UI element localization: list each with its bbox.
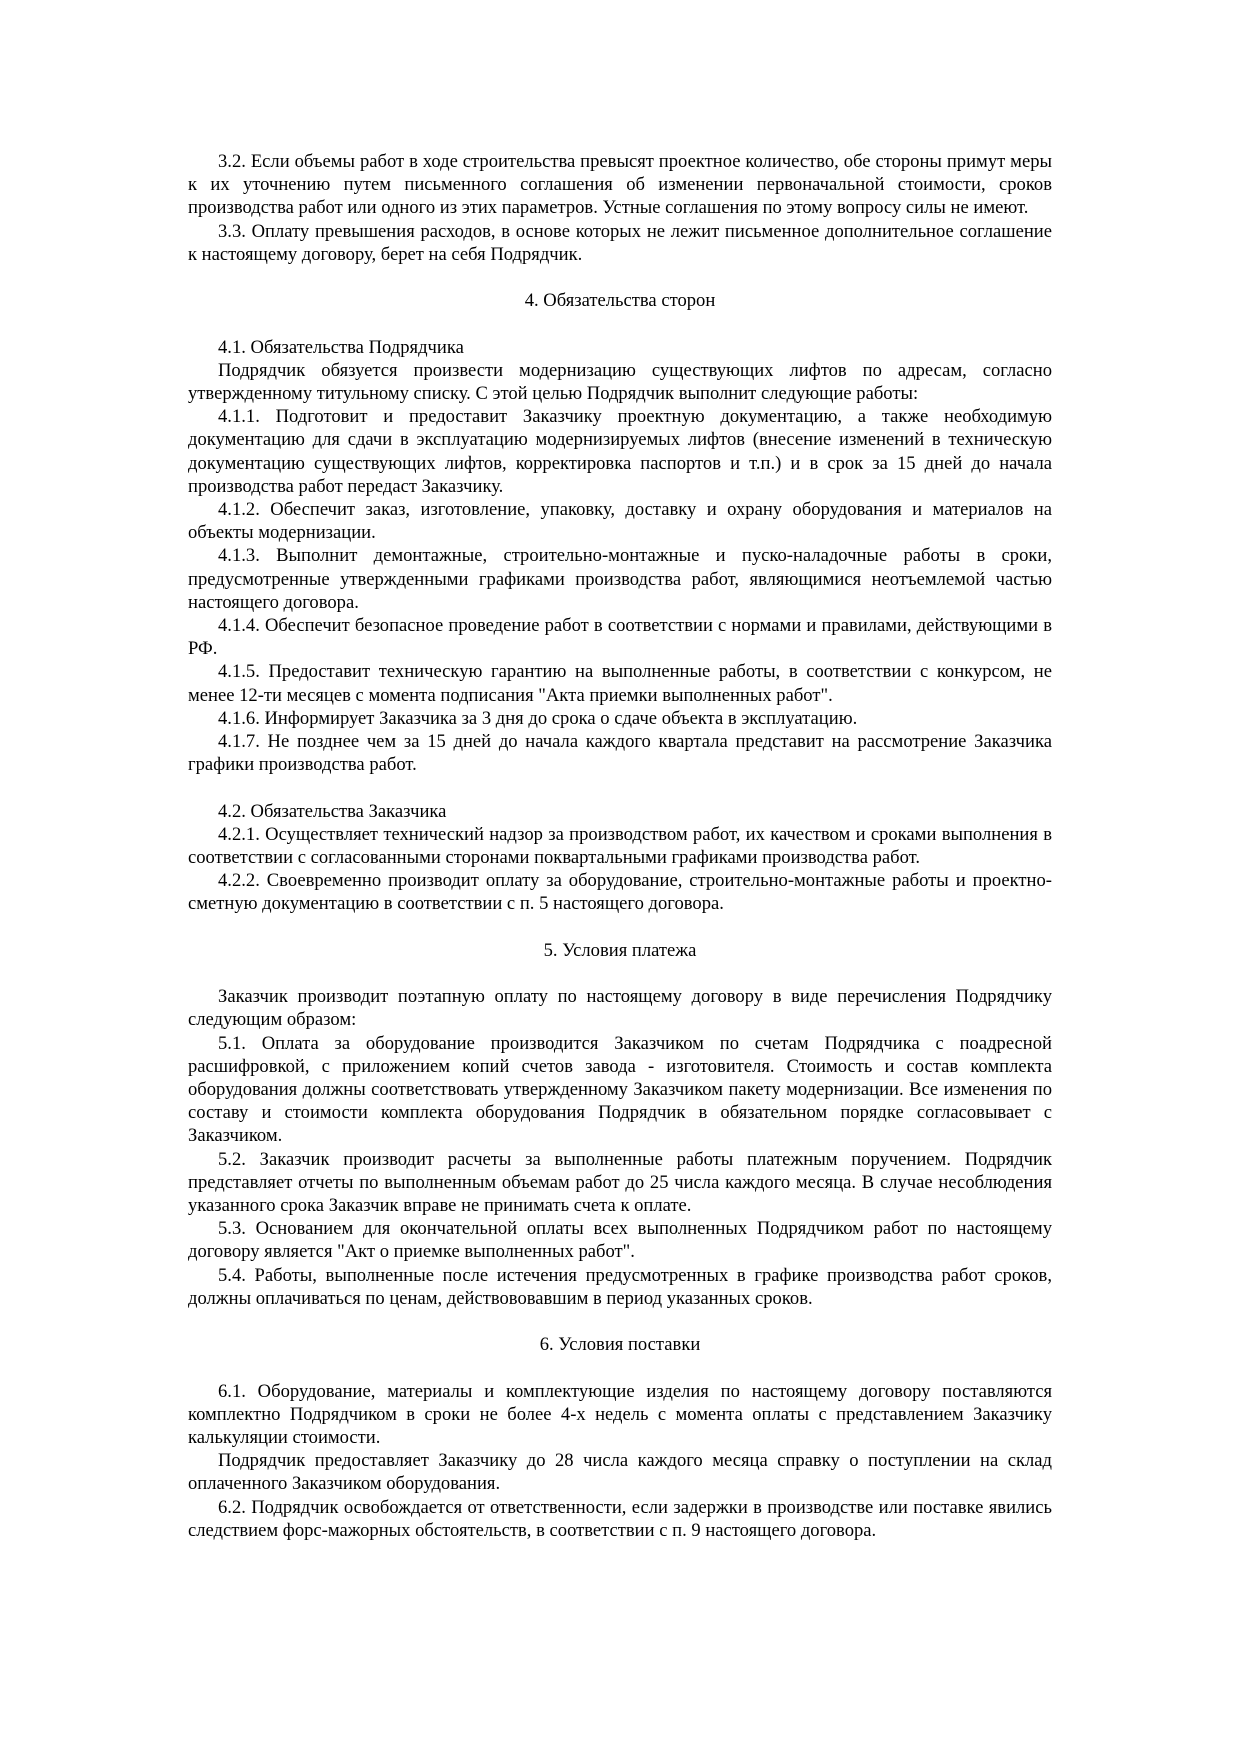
paragraph-6-1: 6.1. Оборудование, материалы и комплектующие изделия по настоящему договору поставляются комплектно Подрядчиком в сроки не более 4-х недель с момента оплаты с представлением Заказчику калькуляции стоимости. [188, 1380, 1052, 1449]
paragraph-5-1: 5.1. Оплата за оборудование производится Заказчиком по счетам Подрядчика с поадресной расшифровкой, с приложением копий счетов завода - изготовителя. Стоимость и состав комплекта оборудования должны соответствовать утвержденному Заказчиком пакету модернизации. Все изменения по составу и стоимости комплекта оборудования Подрядчик в обязательном порядке согласовывает с Заказчиком. [188, 1032, 1052, 1147]
paragraph-4-1-1: 4.1.1. Подготовит и предоставит Заказчику проектную документацию, а также необходимую документацию для сдачи в эксплуатацию модернизируемых лифтов (внесение изменений в техническую документацию существующих лифтов, корректировка паспортов и т.п.) и в срок за 15 дней до начала производства работ передаст Заказчику. [188, 406, 1052, 497]
paragraph-3-2: 3.2. Если объемы работ в ходе строительства превысят проектное количество, обе стороны примут меры к их уточнению путем письменного соглашения об изменении первоначальной стоимости, сроков производства работ или одного из этих параметров. Устные соглашения по этому вопросу силы не имеют. [188, 151, 1052, 219]
paragraph-5-3: 5.3. Основанием для окончательной оплаты всех выполненных Подрядчиком работ по настоящему договору является "Акт о приемке выполненных работ". [188, 1218, 1052, 1263]
section-5-heading: 5. Условия платежа [543, 939, 697, 961]
subsection-4-2-title: 4.2. Обязательства Заказчика [218, 800, 447, 822]
paragraph-3-3: 3.3. Оплату превышения расходов, в основе которых не лежит письменное дополнительное соглашение к настоящему договору, берет на себя Подрядчик. [188, 220, 1052, 265]
paragraph-4-2-2: 4.2.2. Своевременно производит оплату за оборудование, строительно-монтажные работы и проектно-сметную документацию в соответствии с п. 5 настоящего договора. [188, 870, 1052, 915]
paragraph-4-1-2: 4.1.2. Обеспечит заказ, изготовление, упаковку, доставку и охрану оборудования и материалов на объекты модернизации. [188, 499, 1052, 544]
paragraph-4-1-intro: Подрядчик обязуется произвести модернизацию существующих лифтов по адресам, согласно утвержденному титульному списку. С этой целью Подрядчик выполнит следующие работы: [188, 359, 1052, 404]
spacer [188, 1356, 1052, 1379]
section-6-heading: 6. Условия поставки [539, 1334, 701, 1356]
spacer [188, 962, 1052, 985]
spacer [188, 916, 1052, 939]
paragraph-6-2: 6.2. Подрядчик освобождается от ответственности, если задержки в производстве или поставке явились следствием форс-мажорных обстоятельств, в соответствии с п. 9 настоящего договора. [188, 1496, 1052, 1541]
paragraph-5-4: 5.4. Работы, выполненные после истечения предусмотренных в графике производства работ сроков, должны оплачиваться по ценам, действововавшим в период указанных сроков. [188, 1264, 1052, 1309]
subsection-4-1-title: 4.1. Обязательства Подрядчика [218, 336, 464, 358]
spacer [188, 266, 1052, 289]
spacer [188, 776, 1052, 799]
paragraph-4-2-1: 4.2.1. Осуществляет технический надзор за производством работ, их качеством и сроками выполнения в соответствии с согласованными сторонами поквартальными графиками производства работ. [188, 823, 1052, 869]
spacer [188, 1310, 1052, 1333]
paragraph-4-1-4: 4.1.4. Обеспечит безопасное проведение работ в соответствии с нормами и правилами, действующими в РФ. [188, 615, 1052, 660]
paragraph-6-1-continued: Подрядчик предоставляет Заказчику до 28 числа каждого месяца справку о поступлении на склад оплаченного Заказчиком оборудования. [188, 1450, 1052, 1495]
document-page [188, 150, 1052, 1542]
paragraph-4-1-3: 4.1.3. Выполнит демонтажные, строительно-монтажные и пуско-наладочные работы в сроки, предусмотренные утвержденными графиками производства работ, являющимися неотъемлемой частью настоящего договора. [188, 545, 1052, 613]
paragraph-5-intro: Заказчик производит поэтапную оплату по настоящему договору в виде перечисления Подрядчику следующим образом: [188, 986, 1052, 1031]
paragraph-5-2: 5.2. Заказчик производит расчеты за выполненные работы платежным поручением. Подрядчик представляет отчеты по выполненным объемам работ до 25 числа каждого месяца. В случае несоблюдения указанного срока Заказчик вправе не принимать счета к оплате. [188, 1148, 1052, 1217]
section-4-heading: 4. Обязательства сторон [524, 290, 716, 312]
paragraph-4-1-7: 4.1.7. Не позднее чем за 15 дней до начала каждого квартала представит на рассмотрение Заказчика графики производства работ. [188, 731, 1052, 776]
paragraph-4-1-5: 4.1.5. Предоставит техническую гарантию на выполненные работы, в соответствии с конкурсом, не менее 12-ти месяцев с момента подписания "Акта приемки выполненных работ". [188, 661, 1052, 706]
spacer [188, 312, 1052, 335]
paragraph-4-1-6: 4.1.6. Информирует Заказчика за 3 дня до срока о сдаче объекта в эксплуатацию. [218, 707, 858, 729]
